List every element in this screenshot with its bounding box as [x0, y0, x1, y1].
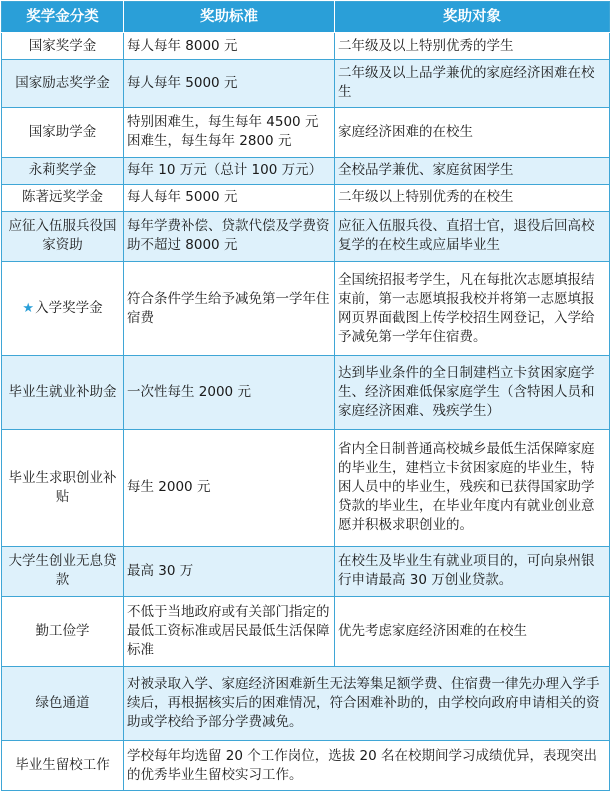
row-category: 勤工俭学 — [2, 596, 124, 667]
row-category: 毕业生求职创业补贴 — [2, 430, 124, 546]
row-standard: 不低于当地政府或有关部门指定的最低工资标准或居民最低生活保障标准 — [124, 596, 335, 667]
table-row — [2, 261, 610, 356]
row-target: 省内全日制普通高校城乡最低生活保障家庭的毕业生，建档立卡贫困家庭的毕业生，特困人员中的毕业生，残疾和已获得国家助学贷款的毕业生，在毕业年度内有就业创业意愿并积极求职创业的。 — [335, 430, 610, 546]
row-category: 永莉奖学金 — [2, 157, 124, 184]
table-row — [2, 546, 610, 596]
row-category: 毕业生留校工作 — [2, 741, 124, 791]
header-standard: 奖助标准 — [124, 2, 335, 33]
row-standard: 每人每年 5000 元 — [124, 184, 335, 211]
table-row — [2, 741, 610, 791]
table-row — [2, 184, 610, 211]
row-target: 优先考虑家庭经济困难的在校生 — [335, 596, 610, 667]
row-standard: 每人每年 5000 元 — [124, 60, 335, 108]
table-row — [2, 157, 610, 184]
row-standard: 每年 10 万元（总计 100 万元） — [124, 157, 335, 184]
star-icon: ★ — [22, 301, 35, 317]
row-description: 对被录取入学、家庭经济困难新生无法筹集足额学费、住宿费一律先办理入学手续后，再根据核实后的困难情况，符合困难补助的，由学校向政府申请相关的资助或学校给予部分学费减免。 — [124, 667, 610, 741]
row-category: 国家助学金 — [2, 107, 124, 157]
table-row — [2, 430, 610, 546]
row-category: 国家励志奖学金 — [2, 60, 124, 108]
row-standard: 特别困难生，每生每年 4500 元困难生，每生每年 2800 元 — [124, 107, 335, 157]
table-row — [2, 60, 610, 108]
row-standard: 符合条件学生给予减免第一学年住宿费 — [124, 261, 335, 356]
row-standard: 一次性每生 2000 元 — [124, 356, 335, 430]
row-standard: 每生 2000 元 — [124, 430, 335, 546]
table-row — [2, 667, 610, 741]
row-standard: 每年学费补偿、贷款代偿及学费资助不超过 8000 元 — [124, 211, 335, 261]
header-category: 奖学金分类 — [2, 2, 124, 33]
row-target: 全国统招报考学生，凡在每批次志愿填报结束前，第一志愿填报我校并将第一志愿填报网页界面截图上传学校招生网登记，入学给予减免第一学年住宿费。 — [335, 261, 610, 356]
row-category: 绿色通道 — [2, 667, 124, 741]
table-row — [2, 211, 610, 261]
scholarship-table — [1, 1, 610, 791]
row-category: 应征入伍服兵役国家资助 — [2, 211, 124, 261]
row-category: 陈著远奖学金 — [2, 184, 124, 211]
row-target: 二年级以上特别优秀的在校生 — [335, 184, 610, 211]
row-category: 国家奖学金 — [2, 33, 124, 60]
table-row — [2, 596, 610, 667]
table-row — [2, 107, 610, 157]
row-standard: 最高 30 万 — [124, 546, 335, 596]
row-target: 二年级及以上特别优秀的学生 — [335, 33, 610, 60]
row-target: 全校品学兼优、家庭贫困学生 — [335, 157, 610, 184]
row-category: 大学生创业无息贷款 — [2, 546, 124, 596]
row-target: 在校生及毕业生有就业项目的，可向泉州银行申请最高 30 万创业贷款。 — [335, 546, 610, 596]
row-category — [2, 261, 124, 356]
table-row — [2, 33, 610, 60]
row-category: 毕业生就业补助金 — [2, 356, 124, 430]
row-target: 二年级及以上品学兼优的家庭经济困难在校生 — [335, 60, 610, 108]
row-standard: 每人每年 8000 元 — [124, 33, 335, 60]
row-category-label: 入学奖学金 — [35, 300, 103, 317]
row-target: 应征入伍服兵役、直招士官，退役后回高校复学的在校生或应届毕业生 — [335, 211, 610, 261]
header-target: 奖助对象 — [335, 2, 610, 33]
row-description: 学校每年均选留 20 个工作岗位，选拔 20 名在校期间学习成绩优异，表现突出的优秀毕业生留校实习工作。 — [124, 741, 610, 791]
row-target: 达到毕业条件的全日制建档立卡贫困家庭学生、经济困难低保家庭学生（含特困人员和家庭经济困难、残疾学生） — [335, 356, 610, 430]
row-target: 家庭经济困难的在校生 — [335, 107, 610, 157]
table-row — [2, 356, 610, 430]
